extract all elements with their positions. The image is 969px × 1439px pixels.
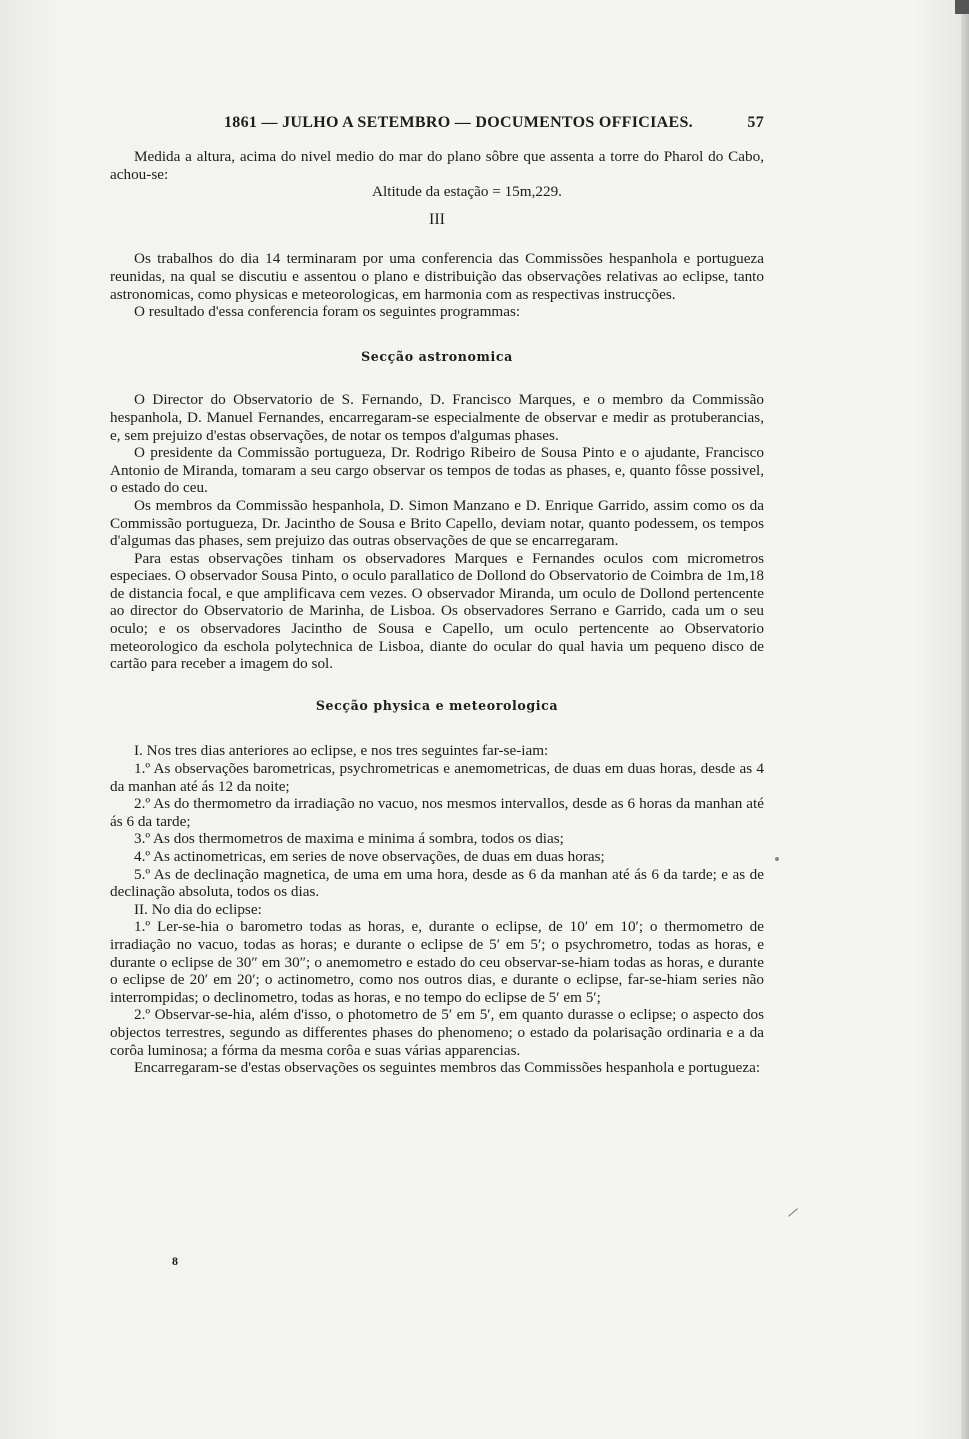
section-number: III	[429, 210, 445, 228]
astro-paragraph: O presidente da Commissão portugueza, Dr. Rodrigo Ribeiro de Sousa Pinto e o ajudante, Francisco Antonio de Miranda, tomaram a seu cargo observar os tempos de todas as phases, e, quanto fôsse possivel, o estado do ceu.	[110, 444, 764, 497]
phys-item: II. No dia do eclipse:	[134, 900, 262, 918]
phys-item: Encarregaram-se d'estas observações os seguintes membros das Commissões hespanhola e portugueza:	[134, 1059, 761, 1077]
phys-item: 3.º As dos thermometros de maxima e minima á sombra, todos os dias;	[134, 830, 564, 848]
pencil-mark	[788, 1208, 798, 1216]
phys-item: 5.º As de declinação magnetica, de uma em uma hora, desde as 6 da manhan até ás 6 da tarde; e as de declinação absoluta, todos os dias.	[110, 865, 764, 901]
astro-paragraph: O Director do Observatorio de S. Fernando, D. Francisco Marques, e o membro da Commissão hespanhola, D. Manuel Fernandes, encarregaram-se especialmente de observar e medir as protuberancias, e, sem prejuizo d'estas observações, de notar os tempos d'algumas phases.	[110, 391, 764, 444]
page-edge-shadow	[961, 0, 969, 1439]
body-paragraph: O resultado d'essa conferencia foram os seguintes programmas:	[134, 303, 521, 321]
body-paragraph: Os trabalhos do dia 14 terminaram por uma conferencia das Commissões hespanhola e portugueza reunidas, na qual se discutiu e assentou o plano e distribuição das observações relativas ao eclipse, tanto astronomicas, como physicas e meteorologicas, em harmonia com as respectivas instrucções.	[110, 250, 764, 303]
phys-item: 1.º As observações barometricas, psychrometricas e anemometricas, de duas em duas horas, desde as 4 da manhan até ás 12 da noite;	[110, 760, 764, 795]
signature-mark: 8	[172, 1254, 178, 1268]
running-header	[224, 114, 764, 132]
astro-paragraph: Para estas observações tinham os observadores Marques e Fernandes oculos com micrometros especiaes. O observador Sousa Pinto, o oculo parallatico de Dollond do Observatorio de Coimbra de 1m,18 de distancia focal, e que amplificava cem vezes. O observador Miranda, um oculo de Dollond pertencente ao director do Observatorio de Marinha, de Lisboa. Os observadores Serrano e Garrido, cada um o seu oculo; e os observadores Jacintho de Sousa e Capello, um oculo pertencente ao Observatorio meteorologico da eschola polytechnica de Lisboa, diante do ocular do qual havia um pequeno disco de cartão para receber a imagem do sol.	[110, 549, 764, 673]
ink-speck	[775, 857, 779, 861]
phys-item: 4.º As actinometricas, em series de nove observações, de duas em duas horas;	[134, 848, 605, 865]
page-number: 57	[747, 114, 764, 131]
phys-item: 2.º Observar-se-hia, além d'isso, o photometro de 5′ em 5′, em quanto durasse o eclipse; o aspecto dos objectos terrestres, segundo as differentes phases do phenomeno; o estado da polarisação ordinaria e a da corôa luminosa; a fórma da mesma corôa e suas várias apparencias.	[110, 1006, 764, 1059]
astro-paragraph: Os membros da Commissão hespanhola, D. Simon Manzano e D. Enrique Garrido, assim como os da Commissão portugueza, Dr. Jacintho de Sousa e Brito Capello, deviam notar, quanto podessem, os tempos d'algumas das phases, sem prejuizo das outras observações de que se encarregaram.	[110, 496, 764, 550]
phys-item: 2.º As do thermometro da irradiação no vacuo, nos mesmos intervallos, desde as 6 horas da manhan até ás 6 da tarde;	[110, 795, 764, 830]
altitude-line: Altitude da estação = 15m,229.	[372, 183, 562, 201]
corner-mark	[955, 0, 969, 14]
page-body	[110, 148, 764, 1077]
intro-paragraph: Medida a altura, acima do nivel medio do mar do plano sôbre que assenta a torre do Pharol do Cabo, achou-se:	[110, 148, 764, 183]
phys-item: 1.º Ler-se-hia o barometro todas as horas, e, durante o eclipse, de 10′ em 10′; o thermometro de irradiação no vacuo, todas as horas; e durante o eclipse de 5′ em 5′; o psychrometro, todas as horas, e durante o eclipse de 30″ em 30″; o anemometro e estado do ceu observar-se-hiam todas as horas, e durante o eclipse de 20′ em 20′; o actinometro, como nos outros dias, e durante o eclipse, far-se-hiam series não interrompidas; o declinometro, todas as horas, e no tempo do eclipse de 5′ em 5′;	[110, 918, 764, 1006]
section-heading-astronomica: Secção astronomica	[361, 348, 513, 364]
section-heading-physica: Secção physica e meteorologica	[315, 697, 559, 713]
phys-item: I. Nos tres dias anteriores ao eclipse, e nos tres seguintes far-se-iam:	[134, 742, 549, 760]
header-title: 1861 — JULHO A SETEMBRO — DOCUMENTOS OFFICIAES.	[224, 114, 693, 131]
